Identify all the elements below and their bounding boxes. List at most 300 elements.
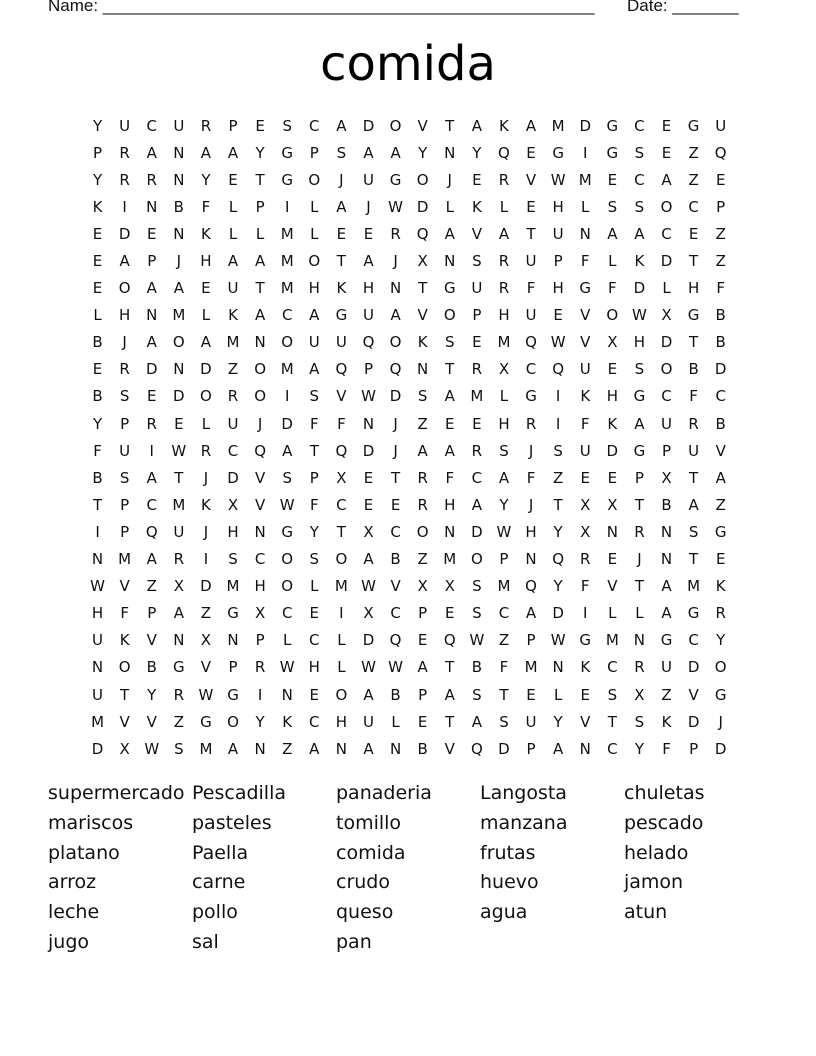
grid-letter[interactable]: V xyxy=(336,387,347,406)
grid-letter[interactable]: X xyxy=(363,604,374,623)
grid-letter[interactable]: J xyxy=(528,495,534,514)
grid-letter[interactable]: R xyxy=(119,143,130,162)
grid-letter[interactable]: O xyxy=(118,279,131,298)
grid-letter[interactable]: F xyxy=(120,604,129,623)
grid-letter[interactable]: S xyxy=(499,712,509,731)
grid-letter[interactable]: Q xyxy=(552,360,565,379)
grid-letter[interactable]: P xyxy=(418,685,428,704)
grid-letter[interactable]: U xyxy=(715,116,727,135)
grid-letter[interactable]: W xyxy=(279,658,295,677)
grid-letter[interactable]: A xyxy=(254,252,266,271)
grid-letter[interactable]: X xyxy=(444,577,455,596)
grid-letter[interactable]: Z xyxy=(553,468,564,487)
grid-letter[interactable]: E xyxy=(715,170,726,189)
grid-letter[interactable]: P xyxy=(418,604,428,623)
grid-letter[interactable]: V xyxy=(688,685,699,704)
grid-letter[interactable]: C xyxy=(309,712,320,731)
grid-letter[interactable]: M xyxy=(280,252,294,271)
grid-letter[interactable]: M xyxy=(470,387,484,406)
grid-letter[interactable]: U xyxy=(525,712,537,731)
grid-letter[interactable]: D xyxy=(579,116,592,135)
grid-letter[interactable]: A xyxy=(173,279,184,298)
grid-letter[interactable]: B xyxy=(715,333,726,352)
grid-letter[interactable]: B xyxy=(390,550,401,569)
grid-letter[interactable]: X xyxy=(661,468,672,487)
grid-letter[interactable]: V xyxy=(254,468,266,487)
grid-letter[interactable]: Y xyxy=(92,170,103,189)
grid-letter[interactable]: S xyxy=(282,116,292,135)
grid-letter[interactable]: G xyxy=(687,306,700,325)
grid-letter[interactable]: L xyxy=(310,577,319,596)
grid-letter[interactable]: U xyxy=(227,414,239,433)
grid-letter[interactable]: S xyxy=(688,522,699,541)
grid-letter[interactable]: U xyxy=(92,631,104,650)
grid-letter[interactable]: D xyxy=(416,197,429,216)
grid-letter[interactable]: L xyxy=(581,197,590,216)
grid-letter[interactable]: U xyxy=(362,170,374,189)
grid-letter[interactable]: G xyxy=(714,685,727,704)
name-field-label[interactable]: Name: ____________________________________________________ xyxy=(48,0,595,15)
grid-letter[interactable]: K xyxy=(336,279,347,298)
grid-letter[interactable]: Q xyxy=(335,360,348,379)
grid-letter[interactable]: G xyxy=(606,116,619,135)
grid-letter[interactable]: K xyxy=(715,577,726,596)
grid-letter[interactable]: X xyxy=(173,577,184,596)
grid-letter[interactable]: U xyxy=(661,658,672,677)
grid-letter[interactable]: P xyxy=(472,306,482,325)
grid-letter[interactable]: D xyxy=(200,577,212,596)
grid-letter[interactable]: P xyxy=(147,252,157,271)
grid-letter[interactable]: G xyxy=(227,604,239,623)
grid-letter[interactable]: A xyxy=(688,495,699,514)
grid-letter[interactable]: F xyxy=(526,279,536,298)
grid-letter[interactable]: Y xyxy=(553,577,563,596)
grid-letter[interactable]: Y xyxy=(418,143,428,162)
grid-letter[interactable]: N xyxy=(227,631,239,650)
grid-letter[interactable]: U xyxy=(362,306,374,325)
grid-letter[interactable]: A xyxy=(553,739,564,758)
grid-letter[interactable]: X xyxy=(254,604,266,623)
grid-letter[interactable]: F xyxy=(608,279,617,298)
grid-letter[interactable]: Z xyxy=(715,252,726,271)
grid-letter[interactable]: D xyxy=(660,333,673,352)
grid-letter[interactable]: A xyxy=(607,224,618,243)
grid-letter[interactable]: J xyxy=(366,197,371,216)
grid-letter[interactable]: A xyxy=(227,143,239,162)
grid-letter[interactable]: T xyxy=(689,333,699,352)
grid-letter[interactable]: R xyxy=(498,170,510,189)
grid-letter[interactable]: O xyxy=(118,658,131,677)
grid-letter[interactable]: W xyxy=(469,631,485,650)
grid-letter[interactable]: R xyxy=(119,170,130,189)
grid-letter[interactable]: C xyxy=(390,604,401,623)
grid-letter[interactable]: L xyxy=(228,224,238,243)
grid-letter[interactable]: A xyxy=(661,577,672,596)
grid-letter[interactable]: E xyxy=(417,631,428,650)
grid-letter[interactable]: D xyxy=(660,252,673,271)
grid-letter[interactable]: Y xyxy=(553,712,563,731)
grid-letter[interactable]: Q xyxy=(362,333,375,352)
grid-letter[interactable]: N xyxy=(362,414,375,433)
grid-letter[interactable]: F xyxy=(716,279,726,298)
grid-letter[interactable]: E xyxy=(607,170,618,189)
grid-letter[interactable]: T xyxy=(553,495,563,514)
grid-letter[interactable]: E xyxy=(472,170,482,189)
grid-letter[interactable]: V xyxy=(146,631,157,650)
grid-letter[interactable]: S xyxy=(417,387,428,406)
grid-letter[interactable]: L xyxy=(93,306,102,325)
grid-letter[interactable]: E xyxy=(607,468,618,487)
grid-letter[interactable]: S xyxy=(472,577,482,596)
grid-letter[interactable]: E xyxy=(607,360,618,379)
grid-letter[interactable]: R xyxy=(498,279,510,298)
grid-letter[interactable]: C xyxy=(525,360,537,379)
grid-letter[interactable]: G xyxy=(227,685,239,704)
grid-letter[interactable]: N xyxy=(254,333,266,352)
grid-letter[interactable]: G xyxy=(200,712,212,731)
grid-letter[interactable]: G xyxy=(173,658,185,677)
grid-letter[interactable]: T xyxy=(309,441,319,460)
grid-letter[interactable]: S xyxy=(634,712,645,731)
grid-letter[interactable]: H xyxy=(687,279,700,298)
grid-letter[interactable]: V xyxy=(119,577,130,596)
grid-letter[interactable]: N xyxy=(91,658,104,677)
grid-letter[interactable]: N xyxy=(579,739,591,758)
grid-letter[interactable]: X xyxy=(580,522,591,541)
grid-letter[interactable]: W xyxy=(171,441,187,460)
grid-letter[interactable]: O xyxy=(443,306,456,325)
grid-letter[interactable]: Y xyxy=(92,414,103,433)
grid-letter[interactable]: T xyxy=(634,577,644,596)
grid-letter[interactable]: A xyxy=(363,143,374,162)
grid-letter[interactable]: F xyxy=(309,495,319,514)
grid-letter[interactable]: X xyxy=(200,631,212,650)
grid-letter[interactable]: G xyxy=(687,116,700,135)
grid-letter[interactable]: H xyxy=(119,306,131,325)
grid-letter[interactable]: O xyxy=(281,333,294,352)
grid-letter[interactable]: I xyxy=(149,441,154,460)
grid-letter[interactable]: G xyxy=(606,143,619,162)
grid-letter[interactable]: W xyxy=(361,577,376,596)
grid-letter[interactable]: R xyxy=(580,550,591,569)
grid-letter[interactable]: M xyxy=(524,658,538,677)
grid-letter[interactable]: D xyxy=(227,468,239,487)
grid-letter[interactable]: F xyxy=(662,739,671,758)
grid-letter[interactable]: U xyxy=(579,441,591,460)
grid-letter[interactable]: N xyxy=(389,739,402,758)
grid-letter[interactable]: E xyxy=(715,550,726,569)
grid-letter[interactable]: T xyxy=(445,360,455,379)
grid-letter[interactable]: M xyxy=(687,577,701,596)
grid-letter[interactable]: Z xyxy=(173,712,184,731)
grid-letter[interactable]: P xyxy=(255,631,265,650)
grid-letter[interactable]: H xyxy=(552,197,564,216)
grid-letter[interactable]: I xyxy=(555,387,561,406)
grid-letter[interactable]: D xyxy=(552,604,564,623)
grid-letter[interactable]: O xyxy=(281,550,294,569)
grid-letter[interactable]: O xyxy=(389,333,402,352)
grid-letter[interactable]: O xyxy=(308,252,321,271)
grid-letter[interactable]: S xyxy=(607,685,618,704)
grid-letter[interactable]: B xyxy=(715,306,726,325)
grid-letter[interactable]: C xyxy=(309,631,320,650)
grid-letter[interactable]: F xyxy=(689,387,698,406)
grid-letter[interactable]: T xyxy=(689,550,699,569)
grid-letter[interactable]: E xyxy=(688,224,699,243)
grid-letter[interactable]: O xyxy=(254,360,267,379)
grid-letter[interactable]: S xyxy=(634,197,645,216)
grid-letter[interactable]: B xyxy=(471,658,482,677)
grid-letter[interactable]: R xyxy=(498,252,510,271)
grid-letter[interactable]: P xyxy=(553,252,563,271)
grid-letter[interactable]: K xyxy=(282,712,293,731)
grid-letter[interactable]: A xyxy=(634,414,645,433)
grid-letter[interactable]: O xyxy=(660,360,673,379)
grid-letter[interactable]: O xyxy=(200,387,212,406)
grid-letter[interactable]: A xyxy=(417,441,428,460)
grid-letter[interactable]: N xyxy=(281,685,293,704)
grid-letter[interactable]: K xyxy=(607,414,618,433)
grid-letter[interactable]: Y xyxy=(309,522,319,541)
grid-letter[interactable]: E xyxy=(146,387,157,406)
grid-letter[interactable]: H xyxy=(200,252,212,271)
grid-letter[interactable]: C xyxy=(281,604,293,623)
grid-letter[interactable]: E xyxy=(174,414,184,433)
grid-letter[interactable]: H xyxy=(227,522,239,541)
grid-letter[interactable]: Q xyxy=(470,739,483,758)
grid-letter[interactable]: W xyxy=(550,333,566,352)
grid-letter[interactable]: M xyxy=(172,495,186,514)
grid-letter[interactable]: D xyxy=(498,739,510,758)
grid-letter[interactable]: H xyxy=(525,522,537,541)
grid-letter[interactable]: V xyxy=(390,577,401,596)
grid-letter[interactable]: C xyxy=(607,739,618,758)
grid-letter[interactable]: S xyxy=(309,387,320,406)
grid-letter[interactable]: C xyxy=(661,387,672,406)
grid-letter[interactable]: L xyxy=(228,197,238,216)
grid-letter[interactable]: V xyxy=(471,224,482,243)
grid-letter[interactable]: V xyxy=(146,712,157,731)
grid-letter[interactable]: A xyxy=(390,143,401,162)
grid-letter[interactable]: K xyxy=(471,197,482,216)
grid-letter[interactable]: R xyxy=(200,441,212,460)
grid-letter[interactable]: J xyxy=(203,522,209,541)
grid-letter[interactable]: P xyxy=(363,360,373,379)
grid-letter[interactable]: Q xyxy=(443,631,456,650)
grid-letter[interactable]: E xyxy=(363,224,374,243)
grid-letter[interactable]: L xyxy=(662,279,671,298)
grid-letter[interactable]: N xyxy=(173,224,185,243)
grid-letter[interactable]: V xyxy=(580,712,591,731)
grid-letter[interactable]: O xyxy=(416,170,429,189)
grid-letter[interactable]: Y xyxy=(472,143,482,162)
grid-letter[interactable]: E xyxy=(309,685,320,704)
grid-letter[interactable]: L xyxy=(310,197,319,216)
grid-letter[interactable]: W xyxy=(632,306,647,325)
grid-letter[interactable]: Z xyxy=(715,224,726,243)
grid-letter[interactable]: O xyxy=(254,387,267,406)
grid-letter[interactable]: F xyxy=(337,414,346,433)
grid-letter[interactable]: B xyxy=(173,197,184,216)
grid-letter[interactable]: P xyxy=(147,604,157,623)
grid-letter[interactable]: M xyxy=(443,550,457,569)
grid-letter[interactable]: S xyxy=(472,685,482,704)
grid-letter[interactable]: A xyxy=(227,252,239,271)
grid-letter[interactable]: R xyxy=(715,604,726,623)
grid-letter[interactable]: G xyxy=(335,306,348,325)
grid-letter[interactable]: E xyxy=(661,143,672,162)
grid-letter[interactable]: R xyxy=(254,658,266,677)
grid-letter[interactable]: R xyxy=(688,414,699,433)
grid-letter[interactable]: T xyxy=(526,224,536,243)
grid-letter[interactable]: L xyxy=(310,224,319,243)
grid-letter[interactable]: G xyxy=(714,522,727,541)
grid-letter[interactable]: P xyxy=(120,522,130,541)
grid-letter[interactable]: X xyxy=(119,739,130,758)
grid-letter[interactable]: P xyxy=(689,739,699,758)
grid-letter[interactable]: A xyxy=(282,441,293,460)
grid-letter[interactable]: X xyxy=(661,306,672,325)
grid-letter[interactable]: T xyxy=(255,279,265,298)
grid-letter[interactable]: A xyxy=(309,360,320,379)
grid-letter[interactable]: E xyxy=(417,712,428,731)
grid-letter[interactable]: I xyxy=(555,414,561,433)
grid-letter[interactable]: O xyxy=(606,306,619,325)
grid-letter[interactable]: Y xyxy=(147,685,157,704)
grid-letter[interactable]: A xyxy=(227,739,239,758)
grid-letter[interactable]: A xyxy=(336,197,347,216)
grid-letter[interactable]: K xyxy=(499,116,509,135)
grid-letter[interactable]: C xyxy=(607,658,618,677)
grid-letter[interactable]: R xyxy=(525,414,537,433)
grid-letter[interactable]: V xyxy=(200,658,212,677)
grid-letter[interactable]: B xyxy=(92,387,103,406)
grid-letter[interactable]: N xyxy=(173,143,185,162)
grid-letter[interactable]: K xyxy=(661,712,672,731)
grid-letter[interactable]: W xyxy=(550,631,566,650)
grid-letter[interactable]: Q xyxy=(416,224,429,243)
grid-letter[interactable]: Z xyxy=(227,360,239,379)
grid-letter[interactable]: H xyxy=(308,279,320,298)
grid-letter[interactable]: Y xyxy=(716,631,726,650)
grid-letter[interactable]: A xyxy=(309,739,320,758)
grid-letter[interactable]: C xyxy=(336,495,347,514)
grid-letter[interactable]: W xyxy=(144,739,160,758)
grid-letter[interactable]: S xyxy=(607,197,618,216)
grid-letter[interactable]: A xyxy=(471,712,482,731)
grid-letter[interactable]: V xyxy=(715,441,726,460)
grid-letter[interactable]: T xyxy=(499,685,509,704)
grid-letter[interactable]: U xyxy=(119,116,131,135)
grid-letter[interactable]: C xyxy=(146,116,157,135)
grid-letter[interactable]: E xyxy=(92,279,103,298)
grid-letter[interactable]: W xyxy=(388,658,403,677)
grid-letter[interactable]: G xyxy=(281,143,294,162)
grid-letter[interactable]: K xyxy=(417,333,428,352)
grid-letter[interactable]: Y xyxy=(92,116,103,135)
grid-letter[interactable]: A xyxy=(715,468,726,487)
grid-letter[interactable]: W xyxy=(198,685,214,704)
grid-letter[interactable]: S xyxy=(119,468,130,487)
grid-letter[interactable]: M xyxy=(91,712,105,731)
grid-letter[interactable]: N xyxy=(335,739,347,758)
grid-letter[interactable]: Z xyxy=(200,604,212,623)
grid-letter[interactable]: R xyxy=(119,360,130,379)
grid-letter[interactable]: O xyxy=(389,116,402,135)
grid-letter[interactable]: F xyxy=(445,468,455,487)
grid-letter[interactable]: A xyxy=(661,170,672,189)
grid-letter[interactable]: N xyxy=(254,522,266,541)
grid-letter[interactable]: N xyxy=(444,143,456,162)
grid-letter[interactable]: L xyxy=(201,306,211,325)
grid-letter[interactable]: A xyxy=(119,252,130,271)
grid-letter[interactable]: P xyxy=(716,197,726,216)
grid-letter[interactable]: A xyxy=(336,116,347,135)
grid-letter[interactable]: K xyxy=(201,224,211,243)
grid-letter[interactable]: U xyxy=(173,522,185,541)
grid-letter[interactable]: H xyxy=(498,414,510,433)
grid-letter[interactable]: F xyxy=(580,414,590,433)
grid-letter[interactable]: X xyxy=(336,468,347,487)
grid-letter[interactable]: H xyxy=(335,712,348,731)
grid-letter[interactable]: J xyxy=(393,252,398,271)
grid-letter[interactable]: R xyxy=(417,495,428,514)
grid-letter[interactable]: O xyxy=(416,522,429,541)
grid-letter[interactable]: T xyxy=(634,495,644,514)
grid-letter[interactable]: M xyxy=(226,333,240,352)
grid-letter[interactable]: E xyxy=(255,116,265,135)
grid-letter[interactable]: H xyxy=(633,333,646,352)
grid-letter[interactable]: K xyxy=(119,631,130,650)
grid-letter[interactable]: H xyxy=(91,604,104,623)
grid-letter[interactable]: N xyxy=(579,224,591,243)
grid-letter[interactable]: N xyxy=(173,170,185,189)
grid-letter[interactable]: Y xyxy=(255,143,265,162)
grid-letter[interactable]: A xyxy=(309,306,320,325)
grid-letter[interactable]: C xyxy=(390,522,401,541)
grid-letter[interactable]: T xyxy=(689,468,699,487)
date-field-label[interactable]: Date: _______ xyxy=(627,0,739,15)
grid-letter[interactable]: N xyxy=(525,550,537,569)
grid-letter[interactable]: T xyxy=(445,712,455,731)
grid-letter[interactable]: S xyxy=(553,441,563,460)
grid-letter[interactable]: A xyxy=(525,604,537,623)
grid-letter[interactable]: J xyxy=(393,414,398,433)
grid-letter[interactable]: P xyxy=(499,550,509,569)
grid-letter[interactable]: R xyxy=(200,116,212,135)
grid-letter[interactable]: J xyxy=(257,414,263,433)
grid-letter[interactable]: E xyxy=(228,170,238,189)
grid-letter[interactable]: I xyxy=(583,604,588,623)
grid-letter[interactable]: W xyxy=(361,387,376,406)
grid-letter[interactable]: G xyxy=(633,387,646,406)
grid-letter[interactable]: D xyxy=(362,441,375,460)
grid-letter[interactable]: W xyxy=(90,577,105,596)
grid-letter[interactable]: L xyxy=(283,631,292,650)
grid-letter[interactable]: F xyxy=(499,658,509,677)
grid-letter[interactable]: T xyxy=(445,658,455,677)
grid-letter[interactable]: E xyxy=(92,252,103,271)
grid-letter[interactable]: D xyxy=(714,739,727,758)
grid-letter[interactable]: X xyxy=(498,360,510,379)
grid-letter[interactable]: V xyxy=(254,495,266,514)
grid-letter[interactable]: L xyxy=(499,197,509,216)
grid-letter[interactable]: M xyxy=(280,360,294,379)
grid-letter[interactable]: S xyxy=(336,143,347,162)
grid-letter[interactable]: R xyxy=(471,360,483,379)
grid-letter[interactable]: R xyxy=(417,468,428,487)
grid-letter[interactable]: F xyxy=(93,441,102,460)
